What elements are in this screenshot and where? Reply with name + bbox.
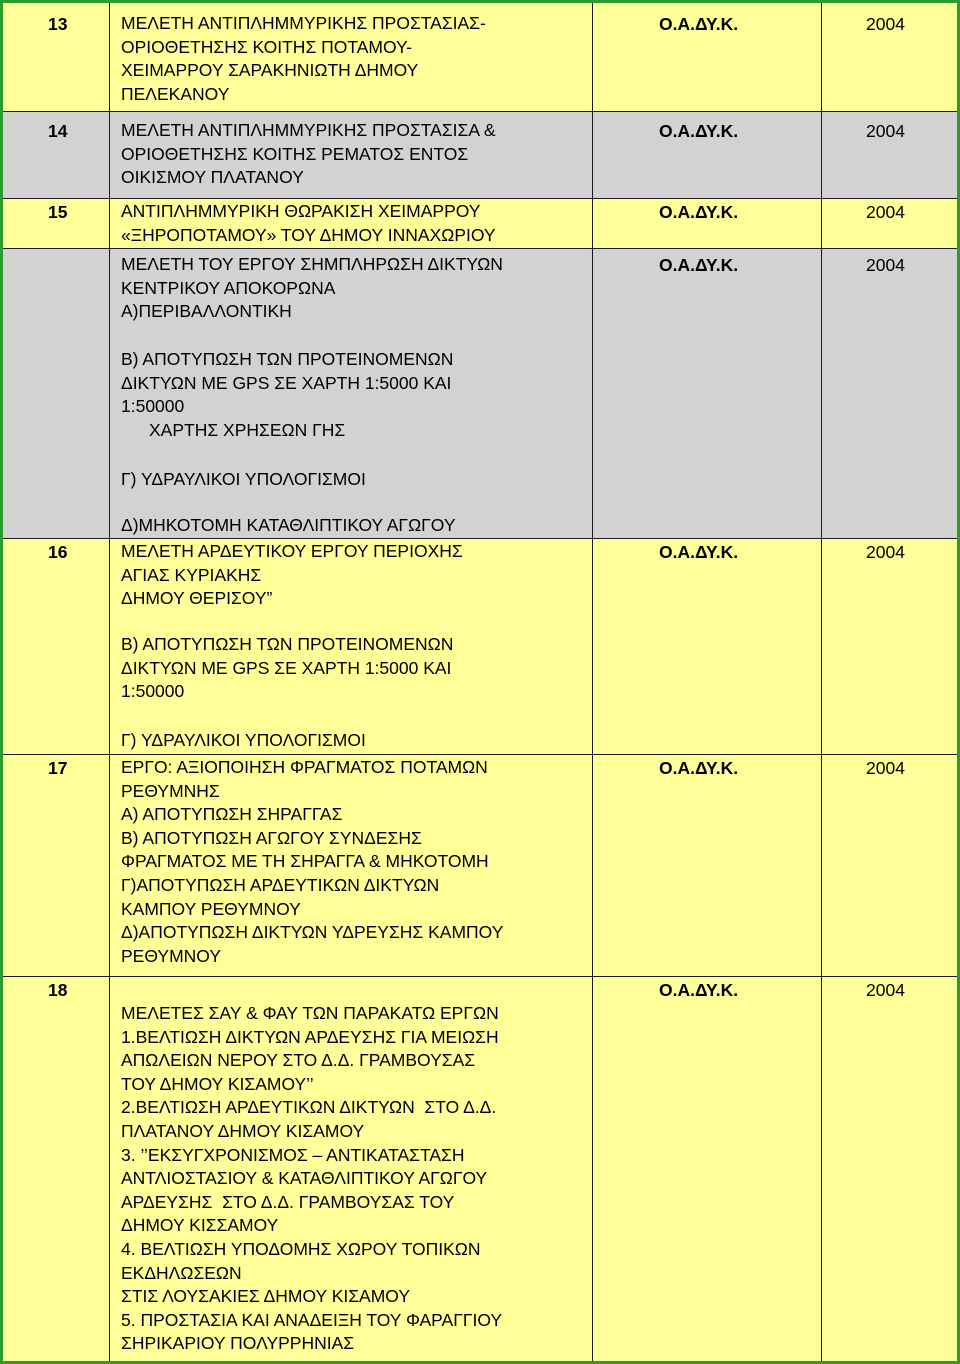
row-number: 15 <box>48 202 68 222</box>
row-description: ΜΕΛΕΤΗ ΑΝΤΙΠΛΗΜΜΥΡΙΚΗΣ ΠΡΟΣΤΑΣΙΑΣ- ΟΡΙΟΘΕΤΗΣΗΣ ΚΟΙΤΗΣ ΠΟΤΑΜΟΥ- ΧΕΙΜΑΡΡΟΥ ΣΑΡΑΚΗΝΙΩΤΗ ΔΗΜΟΥ ΠΕΛΕΚΑΝΟΥ <box>121 13 486 104</box>
row-year: 2004 <box>866 202 905 222</box>
row-year: 2004 <box>866 542 905 562</box>
row-agency: Ο.Α.ΔΥ.Κ. <box>659 121 739 141</box>
row-agency: Ο.Α.ΔΥ.Κ. <box>659 14 739 34</box>
row-description-e: Δ)ΜΗΚΟΤΟΜΗ ΚΑΤΑΘΛΙΠΤΙΚΟΥ ΑΓΩΓΟΥ <box>121 515 456 535</box>
row-divider <box>3 976 957 977</box>
row-description: ΑΝΤΙΠΛΗΜΜΥΡΙΚΗ ΘΩΡΑΚΙΣΗ ΧΕΙΜΑΡΡΟΥ «ΞΗΡΟΠΟΤΑΜΟΥ» ΤΟΥ ΔΗΜΟΥ ΙΝΝΑΧΩΡΙΟΥ <box>121 201 496 245</box>
row-number: 14 <box>48 121 68 141</box>
row-agency: Ο.Α.ΔΥ.Κ. <box>659 758 739 778</box>
row-number: 17 <box>48 758 68 778</box>
row-description-c: Γ) ΥΔΡΑΥΛΙΚΟΙ ΥΠΟΛΟΓΙΣΜΟΙ <box>121 730 366 750</box>
table-row <box>3 538 957 754</box>
column-divider <box>109 3 110 1361</box>
row-description-b: Β) ΑΠΟΤΥΠΩΣΗ ΤΩΝ ΠΡΟΤΕΙΝΟΜΕΝΩΝ ΔΙΚΤΥΩΝ ΜΕ GPS ΣΕ ΧΑΡΤΗ 1:5000 ΚΑΙ 1:50000 <box>121 349 454 417</box>
row-number: 16 <box>48 542 68 562</box>
row-divider <box>3 754 957 755</box>
row-year: 2004 <box>866 121 905 141</box>
column-divider <box>592 3 593 1361</box>
row-divider <box>3 538 957 539</box>
column-divider <box>821 3 822 1361</box>
row-year: 2004 <box>866 758 905 778</box>
table-row <box>3 198 957 248</box>
row-divider <box>3 248 957 249</box>
row-agency: Ο.Α.ΔΥ.Κ. <box>659 202 739 222</box>
row-agency: Ο.Α.ΔΥ.Κ. <box>659 542 739 562</box>
row-year: 2004 <box>866 980 905 1000</box>
table-row <box>3 248 957 538</box>
row-year: 2004 <box>866 14 905 34</box>
row-description: ΜΕΛΕΤΗ ΑΝΤΙΠΛΗΜΜΥΡΙΚΗΣ ΠΡΟΣΤΑΣΙΣΑ & ΟΡΙΟΘΕΤΗΣΗΣ ΚΟΙΤΗΣ ΡΕΜΑΤΟΣ ΕΝΤΟΣ ΟΙΚΙΣΜΟΥ ΠΛΑΤΑΝΟΥ <box>121 120 496 188</box>
table-row <box>3 976 957 1361</box>
row-description-d: Γ) ΥΔΡΑΥΛΙΚΟΙ ΥΠΟΛΟΓΙΣΜΟΙ <box>121 469 366 489</box>
row-agency: Ο.Α.ΔΥ.Κ. <box>659 255 739 275</box>
row-description: ΜΕΛΕΤΗ ΑΡΔΕΥΤΙΚΟΥ ΕΡΓΟΥ ΠΕΡΙΟΧΗΣ ΑΓΙΑΣ ΚΥΡΙΑΚΗΣ ΔΗΜΟΥ ΘΕΡΙΣΟΥ” <box>121 541 463 609</box>
row-year: 2004 <box>866 255 905 275</box>
row-number: 18 <box>48 980 68 1000</box>
row-description-b: Β) ΑΠΟΤΥΠΩΣΗ ΤΩΝ ΠΡΟΤΕΙΝΟΜΕΝΩΝ ΔΙΚΤΥΩΝ ΜΕ GPS ΣΕ ΧΑΡΤΗ 1:5000 ΚΑΙ 1:50000 <box>121 634 454 702</box>
row-number: 13 <box>48 14 68 34</box>
row-divider <box>3 198 957 199</box>
row-agency: Ο.Α.ΔΥ.Κ. <box>659 980 739 1000</box>
row-description: ΜΕΛΕΤΗ ΤΟΥ ΕΡΓΟΥ ΣΗΜΠΛΗΡΩΣΗ ΔΙΚΤΥΩΝ ΚΕΝΤΡΙΚΟΥ ΑΠΟΚΟΡΩΝΑ Α)ΠΕΡΙΒΑΛΛΟΝΤΙΚΗ <box>121 254 503 322</box>
table-row <box>3 111 957 198</box>
row-description: ΕΡΓΟ: ΑΞΙΟΠΟΙΗΣΗ ΦΡΑΓΜΑΤΟΣ ΠΟΤΑΜΩΝ ΡΕΘΥΜΝΗΣ Α) ΑΠΟΤΥΠΩΣΗ ΣΗΡΑΓΓΑΣ Β) ΑΠΟΤΥΠΩΣΗ ΑΓΩΓΟΥ ΣΥΝΔΕΣΗΣ ΦΡΑΓΜΑΤΟΣ ΜΕ ΤΗ ΣΗΡΑΓΓΑ & ΜΗΚΟΤΟΜΗ Γ)ΑΠΟΤΥΠΩΣΗ ΑΡΔΕΥΤΙΚΩΝ ΔΙΚΤΥΩΝ ΚΑΜΠΟΥ ΡΕΘΥΜΝΟΥ Δ)ΑΠΟΤΥΠΩΣΗ ΔΙΚΤΥΩΝ ΥΔΡΕΥΣΗΣ ΚΑΜΠΟΥ ΡΕΘΥΜΝΟΥ <box>121 757 504 966</box>
table-row <box>3 3 957 111</box>
table-row <box>3 754 957 976</box>
row-divider <box>3 111 957 112</box>
row-description-c: ΧΑΡΤΗΣ ΧΡΗΣΕΩΝ ΓΗΣ <box>149 420 346 440</box>
row-description: ΜΕΛΕΤΕΣ ΣΑΥ & ΦΑΥ ΤΩΝ ΠΑΡΑΚΑΤΩ ΕΡΓΩΝ 1.ΒΕΛΤΙΩΣΗ ΔΙΚΤΥΩΝ ΑΡΔΕΥΣΗΣ ΓΙΑ ΜΕΙΩΣΗ ΑΠΩΛΕΙΩΝ ΝΕΡΟΥ ΣΤΟ Δ.Δ. ΓΡΑΜΒΟΥΣΑΣ ΤΟΥ ΔΗΜΟΥ ΚΙΣΑΜΟΥ’’ 2.ΒΕΛΤΙΩΣΗ ΑΡΔΕΥΤΙΚΩΝ ΔΙΚΤΥΩΝ ΣΤΟ Δ.Δ. ΠΛΑΤΑΝΟΥ ΔΗΜΟΥ ΚΙΣΑΜΟΥ 3. ’’ΕΚΣΥΓΧΡΟΝΙΣΜΟΣ – ΑΝΤΙΚΑΤΑΣΤΑΣΗ ΑΝΤΛΙΟΣΤΑΣΙΟΥ & ΚΑΤΑΘΛΙΠΤΙΚΟΥ ΑΓΩΓΟΥ ΑΡΔΕΥΣΗΣ ΣΤΟ Δ.Δ. ΓΡΑΜΒΟΥΣΑΣ ΤΟΥ ΔΗΜΟΥ ΚΙΣΣΑΜΟΥ 4. ΒΕΛΤΙΩΣΗ ΥΠΟΔΟΜΗΣ ΧΩΡΟΥ ΤΟΠΙΚΩΝ ΕΚΔΗΛΩΣΕΩΝ ΣΤΙΣ ΛΟΥΣΑΚΙΕΣ ΔΗΜΟΥ ΚΙΣΑΜΟΥ 5. ΠΡΟΣΤΑΣΙΑ ΚΑΙ ΑΝΑΔΕΙΞΗ ΤΟΥ ΦΑΡΑΓΓΙΟΥ ΣΗΡΙΚΑΡΙΟΥ ΠΟΛΥΡΡΗΝΙΑΣ <box>121 1003 503 1354</box>
